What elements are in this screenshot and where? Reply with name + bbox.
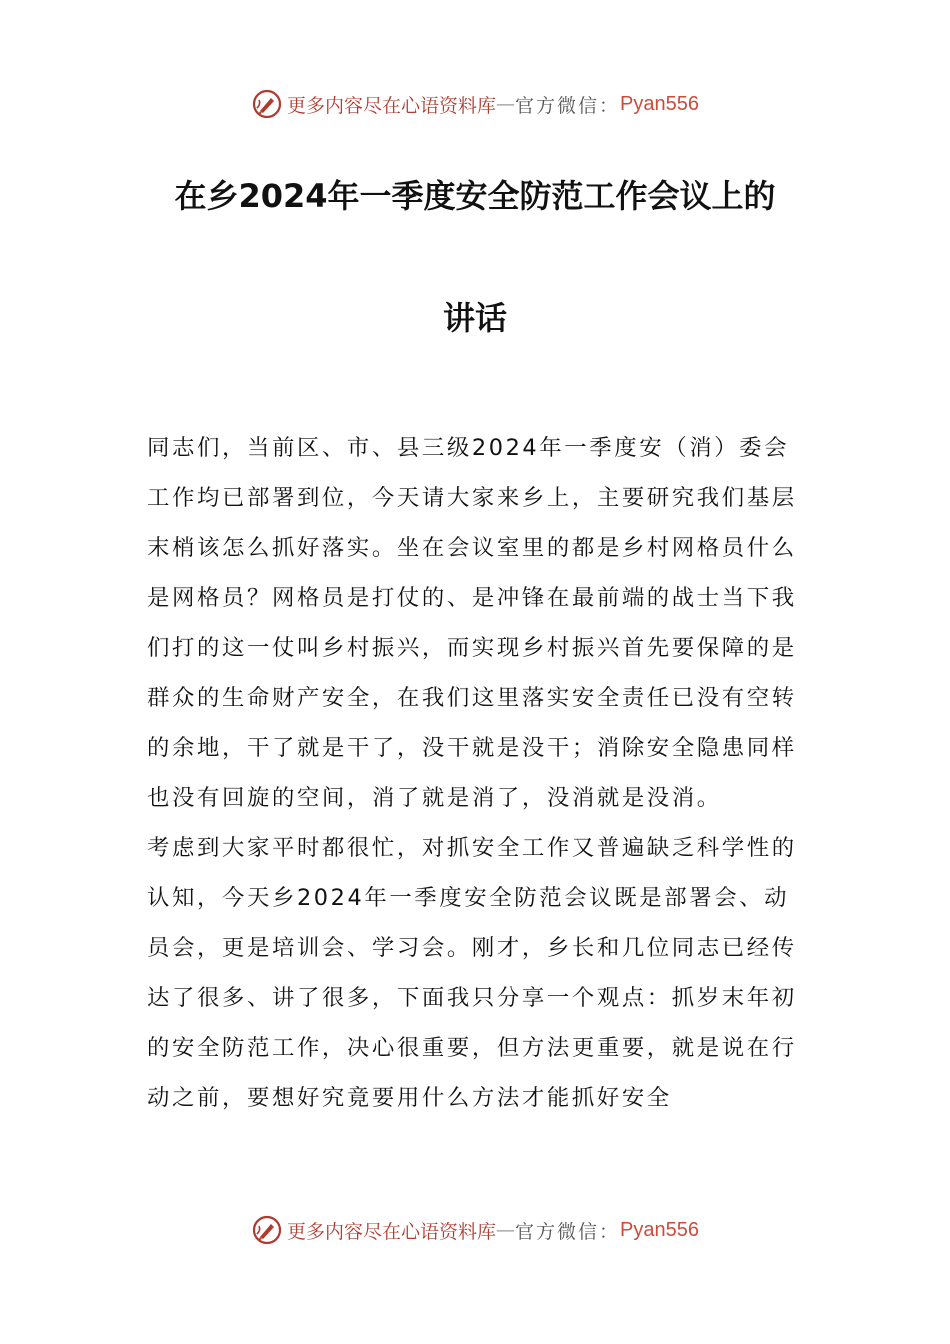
body-paragraph: 考虑到大家平时都很忙，对抓安全工作又普遍缺乏科学性的认知，今天乡2024年一季度安全防范会议既是部署会、动员会，更是培训会、学习会。刚才，乡长和几位同志已经传达了很多、讲了很多，下面我只分享一个观点：抓岁末年初的安全防范工作，决心很重要，但方法更重要，就是说在行动之前，要想好究竟要用什么方法才能抓好安全 — [147, 835, 797, 1111]
pen-logo-icon — [251, 1214, 283, 1246]
watermark-wechat-id: Pyan556 — [620, 1218, 699, 1241]
document-title-line-1: 在乡2024年一季度安全防范工作会议上的 — [174, 177, 776, 215]
header-watermark — [0, 84, 950, 124]
watermark-text: 更多内容尽在心语资料库 — [287, 1220, 497, 1243]
document-title-line-2: 讲话 — [442, 299, 507, 337]
watermark-label: 官方微信： — [515, 1220, 621, 1243]
watermark-text: 更多内容尽在心语资料库 — [287, 94, 497, 117]
footer-watermark — [0, 1210, 950, 1250]
document-body — [147, 423, 805, 1123]
watermark-wechat-id: Pyan556 — [620, 92, 699, 115]
watermark-label: 官方微信： — [515, 94, 621, 117]
watermark-separator: — — [496, 1219, 516, 1241]
pen-logo-icon — [251, 88, 283, 120]
body-paragraph: 同志们，当前区、市、县三级2024年一季度安（消）委会工作均已部署到位，今天请大家来乡上，主要研究我们基层末梢该怎么抓好落实。坐在会议室里的都是乡村网格员什么是网格员？网格员是打仗的、是冲锋在最前端的战士当下我们打的这一仗叫乡村振兴，而实现乡村振兴首先要保障的是群众的生命财产安全，在我们这里落实安全责任已没有空转的余地，干了就是干了，没干就是没干；消除安全隐患同样也没有回旋的空间，消了就是消了，没消就是没消。 — [147, 435, 797, 811]
watermark-separator: — — [496, 93, 516, 115]
